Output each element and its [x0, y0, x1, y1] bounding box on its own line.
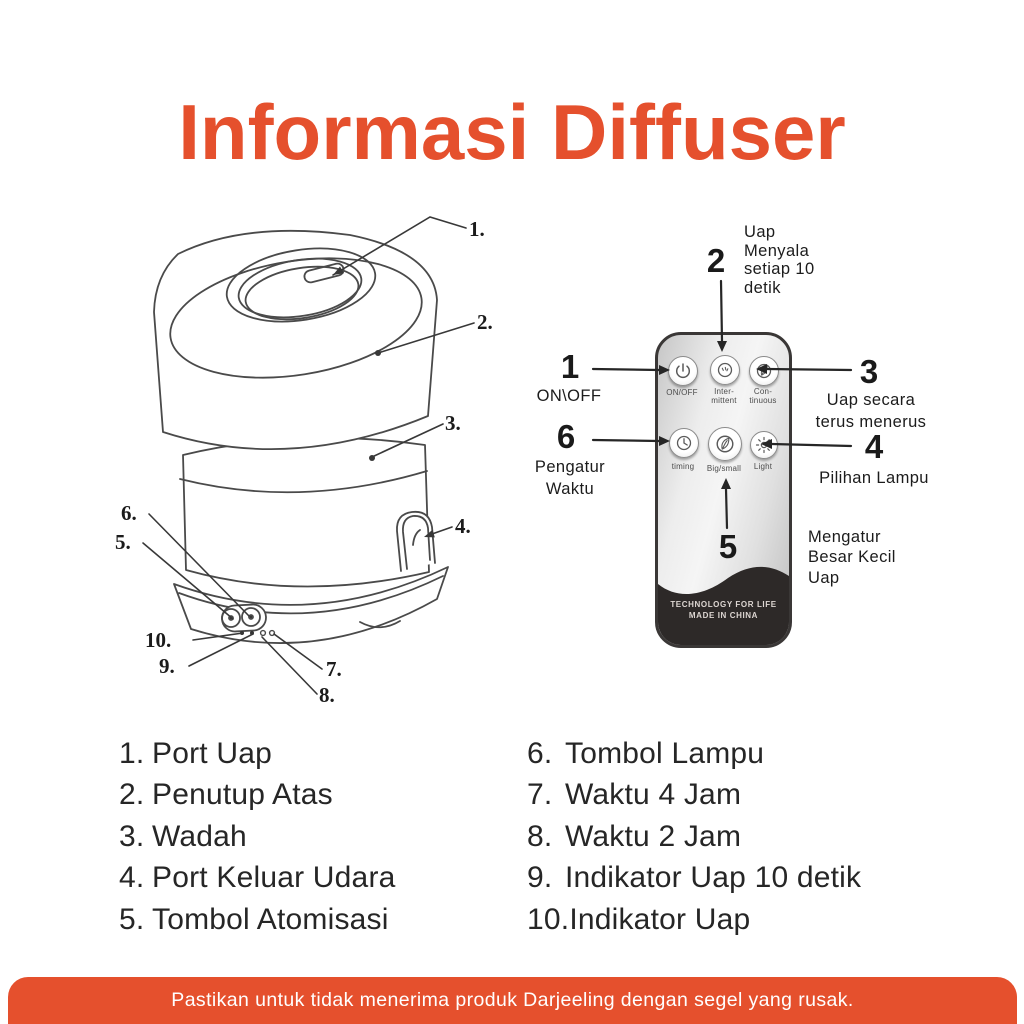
legend-num: 3.	[119, 819, 145, 853]
legend-num: 6.	[527, 737, 553, 770]
legend-label: Waktu 4 Jam	[565, 778, 742, 812]
legend-label: Tombol Atomisasi	[152, 902, 389, 936]
remote-callout-number-6: 6	[556, 418, 576, 455]
legend-label: Penutup Atas	[152, 778, 333, 812]
label-line: setiap 10	[744, 260, 815, 279]
brand-line-1: TECHNOLOGY FOR LIFE	[670, 600, 777, 609]
mist-continuous-icon	[755, 362, 773, 380]
device-callout-8: 8.	[319, 683, 335, 707]
brand-line-2: MADE IN CHINA	[688, 611, 759, 620]
legend-num: 2.	[119, 778, 145, 812]
legend-label: Port Uap	[152, 737, 272, 770]
remote-callout-number-2: 2	[706, 242, 726, 279]
legend-item-7	[527, 774, 861, 815]
legend-num: 8.	[527, 819, 553, 853]
callout-label-uap-terus	[816, 389, 927, 433]
mist-size-icon	[715, 434, 735, 454]
remote-label-line: Con-	[753, 387, 773, 396]
legend-num: 5.	[119, 902, 145, 936]
remote-label-line: Inter-	[714, 387, 734, 396]
remote-button-continuous	[749, 356, 779, 386]
legend-item-9	[527, 857, 861, 898]
legend-label: Indikator Uap	[569, 902, 751, 936]
device-callout-10: 10.	[145, 628, 172, 652]
callout-label-pilihan-lampu: Pilihan Lampu	[819, 469, 929, 487]
remote-callout-number-1: 1	[560, 348, 580, 385]
label-line: Pengatur	[534, 458, 606, 476]
legend-left-column	[119, 733, 396, 940]
legend-num: 4.	[119, 861, 145, 895]
footer-warning-text: Pastikan untuk tidak menerima produk Darjeeling dengan segel yang rusak.	[171, 989, 854, 1011]
remote-callout-number-4: 4	[864, 428, 884, 465]
remote-callout-number-3: 3	[859, 353, 879, 390]
legend-item-3	[119, 816, 396, 857]
remote-label-line: tinuous	[749, 396, 777, 405]
remote-label-timing: timing	[671, 462, 695, 471]
label-line: terus menerus	[815, 413, 927, 431]
device-callout-3: 3.	[445, 411, 461, 435]
legend-label: Wadah	[152, 819, 247, 853]
diffuser-line-art	[154, 231, 448, 643]
legend-num: 10.	[527, 902, 570, 936]
remote-label-onoff: ON/OFF	[666, 388, 698, 397]
remote-callout-number-5: 5	[718, 528, 738, 565]
legend-num: 7.	[527, 778, 553, 812]
legend-item-8	[527, 816, 861, 857]
remote-control-graphic	[655, 332, 792, 648]
power-icon	[674, 362, 692, 380]
page-title: Informasi Diffuser	[178, 88, 846, 176]
remote-button-bigsmall	[708, 427, 742, 461]
callout-label-onoff: ON\OFF	[536, 387, 602, 405]
device-callout-numbers	[115, 217, 493, 707]
label-line: Uap	[744, 223, 776, 241]
label-line: detik	[744, 279, 781, 298]
remote-button-timing	[669, 428, 699, 458]
callout-label-pengatur-waktu	[535, 457, 605, 500]
device-callout-1: 1.	[469, 217, 485, 241]
label-line: Besar Kecil	[808, 548, 896, 567]
label-line: Waktu	[545, 479, 595, 498]
remote-button-onoff	[668, 356, 698, 386]
remote-label-bigsmall: Big/small	[706, 464, 742, 473]
callout-label-mengatur-uap	[808, 527, 896, 588]
legend-label: Indikator Uap 10 detik	[565, 861, 862, 895]
legend-item-4	[119, 857, 396, 898]
device-callout-lines	[143, 217, 474, 694]
remote-brand-text	[658, 599, 789, 621]
remote-label-continuous	[739, 387, 787, 405]
callout-label-uap-menyala	[744, 223, 815, 298]
legend-item-6	[527, 733, 861, 774]
device-callout-6: 6.	[121, 501, 137, 525]
label-line: Uap secara	[826, 391, 916, 409]
device-callout-5: 5.	[115, 530, 131, 554]
legend-num: 1.	[119, 737, 145, 770]
label-line: Mengatur	[808, 528, 881, 546]
device-callout-9: 9.	[159, 654, 175, 678]
mist-intermittent-icon	[716, 361, 734, 379]
remote-label-light: Light	[753, 462, 773, 471]
remote-label-line: mittent	[711, 396, 737, 405]
remote-button-light	[750, 431, 778, 459]
legend-label: Waktu 2 Jam	[565, 819, 742, 853]
label-line: Uap	[808, 568, 840, 587]
legend-item-2	[119, 774, 396, 815]
device-callout-2: 2.	[477, 310, 493, 334]
footer-banner	[8, 977, 1017, 1024]
device-callout-4: 4.	[455, 514, 471, 538]
legend-item-10	[527, 899, 861, 940]
label-line: Menyala	[744, 241, 810, 260]
remote-button-intermittent	[710, 355, 740, 385]
legend-label: Port Keluar Udara	[152, 861, 396, 895]
clock-icon	[675, 434, 693, 452]
sun-icon	[755, 436, 773, 454]
legend-label: Tombol Lampu	[565, 737, 765, 770]
device-callout-7: 7.	[326, 657, 342, 681]
legend-right-column	[527, 733, 861, 940]
legend-item-1	[119, 733, 396, 774]
legend-item-5	[119, 899, 396, 940]
legend-num: 9.	[527, 861, 553, 895]
